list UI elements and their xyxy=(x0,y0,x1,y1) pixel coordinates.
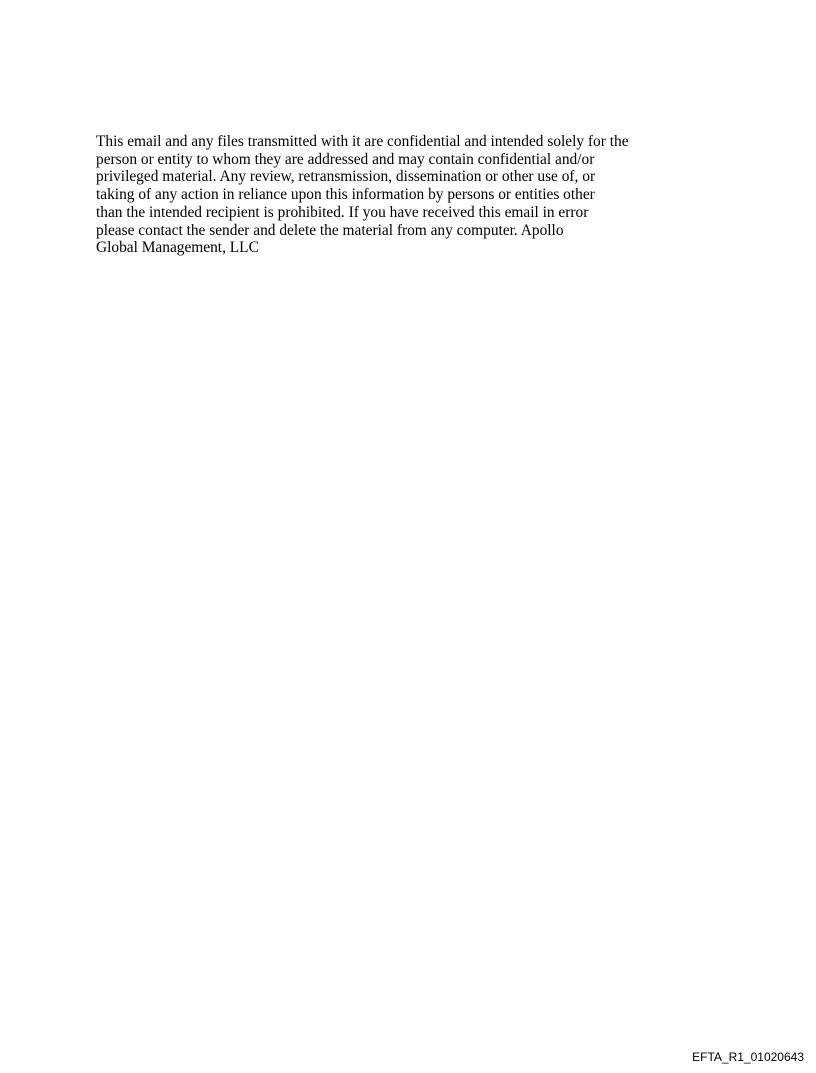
disclaimer-line: person or entity to whom they are addressed and may contain confidential and/or xyxy=(96,150,595,168)
disclaimer-line: than the intended recipient is prohibited. If you have received this email in error xyxy=(96,203,589,221)
confidentiality-disclaimer xyxy=(96,133,724,257)
disclaimer-line: taking of any action in reliance upon this information by persons or entities other xyxy=(96,186,595,204)
disclaimer-line: please contact the sender and delete the material from any computer. Apollo xyxy=(96,221,564,239)
bates-number: EFTA_R1_01020643 xyxy=(692,1050,804,1064)
disclaimer-line: This email and any files transmitted with it are confidential and intended solely for the xyxy=(96,133,629,150)
disclaimer-line: privileged material. Any review, retransmission, dissemination or other use of, or xyxy=(96,168,596,186)
disclaimer-line: Global Management, LLC xyxy=(96,239,259,257)
